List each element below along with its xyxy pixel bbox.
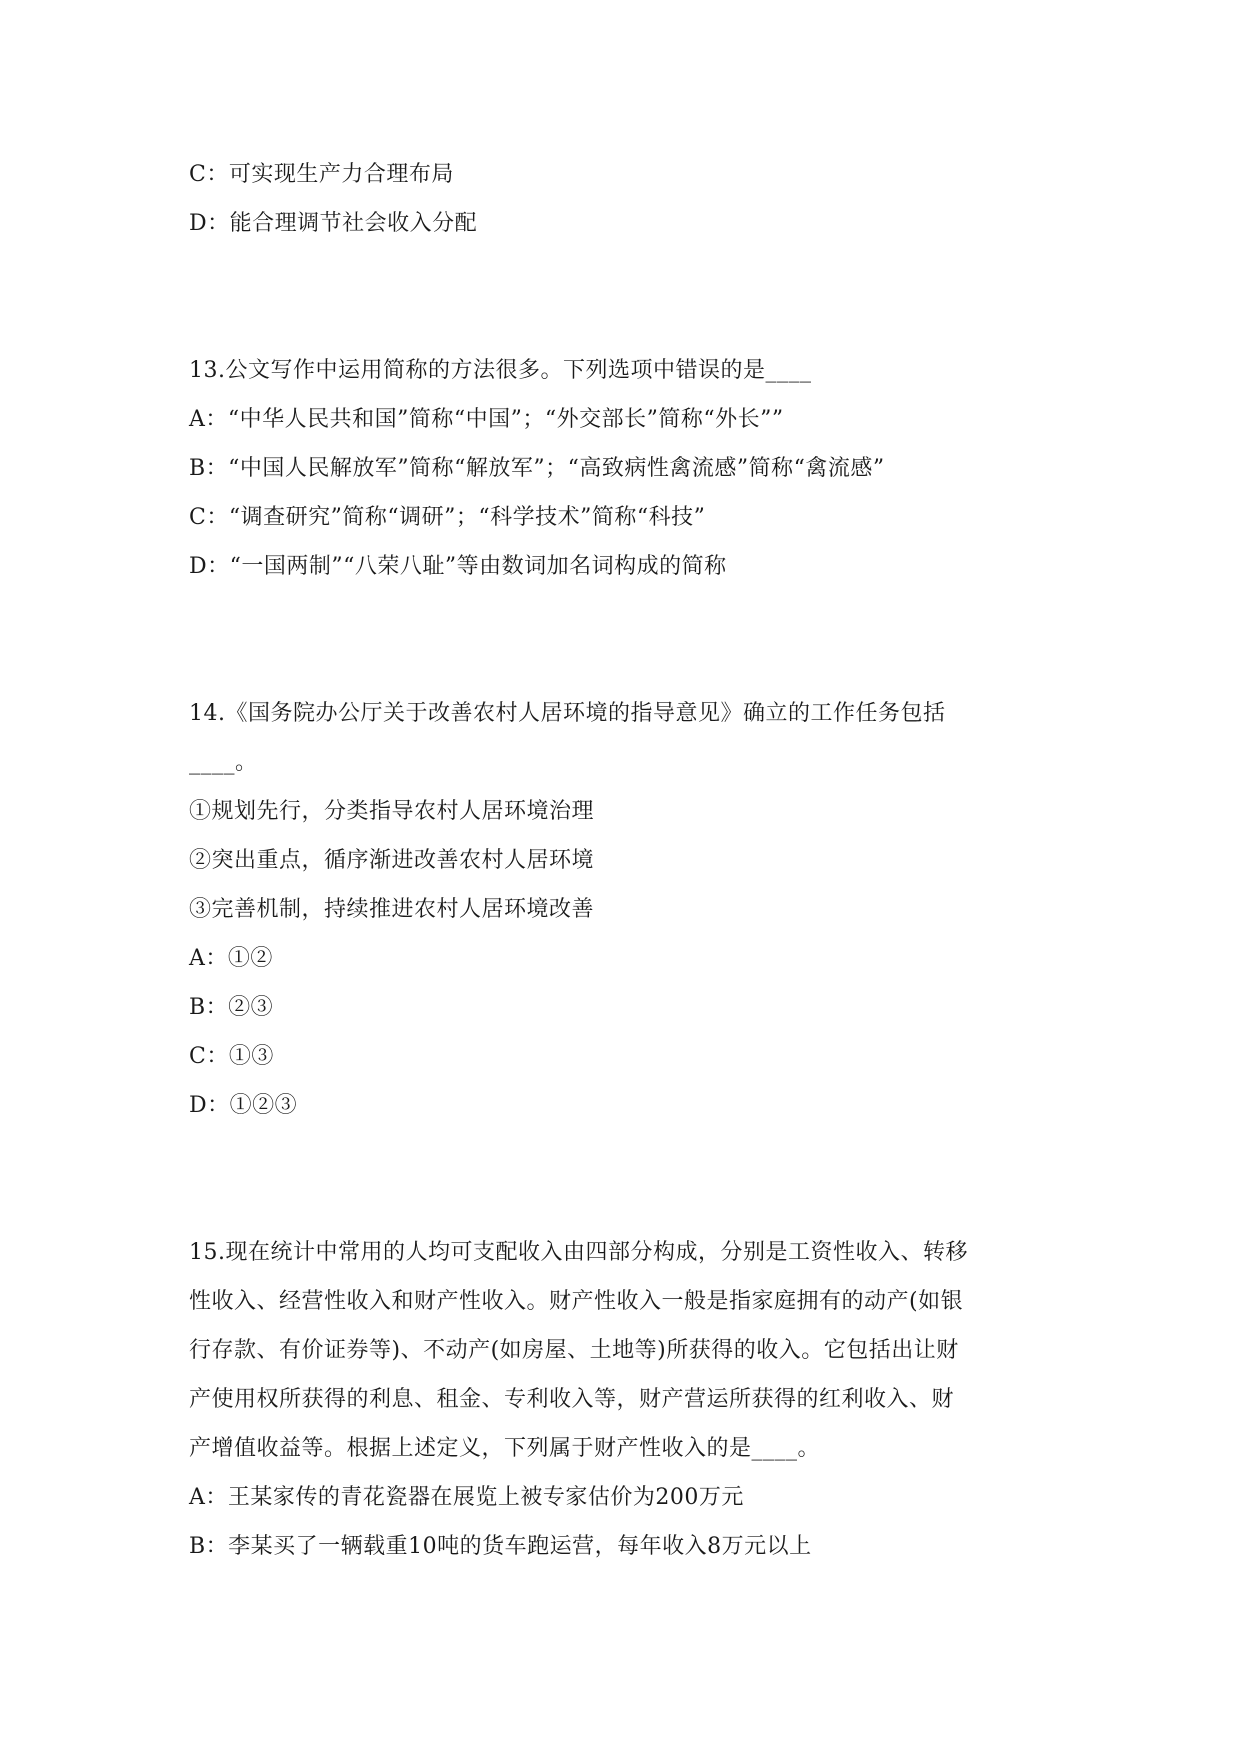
q13-stem: 13.公文写作中运用简称的方法很多。下列选项中错误的是____	[189, 358, 812, 383]
q14-option-c: C：①③	[189, 1044, 274, 1069]
q14-stem-line2: ____。	[189, 750, 258, 775]
q12-option-c: C：可实现生产力合理布局	[189, 162, 454, 187]
q15-stem-line4: 产使用权所获得的利息、租金、专利收入等，财产营运所获得的红利收入、财	[189, 1387, 955, 1412]
q14-item-3: ③完善机制，持续推进农村人居环境改善	[189, 897, 595, 922]
q14-stem-line1: 14.《国务院办公厅关于改善农村人居环境的指导意见》确立的工作任务包括	[189, 701, 946, 726]
q14-option-a: A：①②	[189, 946, 273, 971]
q15-stem-line2: 性收入、经营性收入和财产性收入。财产性收入一般是指家庭拥有的动产(如银	[189, 1289, 964, 1314]
q14-item-1: ①规划先行，分类指导农村人居环境治理	[189, 799, 595, 824]
q14-item-2: ②突出重点，循序渐进改善农村人居环境	[189, 848, 595, 873]
q15-stem-line3: 行存款、有价证券等)、不动产(如房屋、土地等)所获得的收入。它包括出让财	[189, 1338, 959, 1363]
q13-option-d: D：“一国两制”“八荣八耻”等由数词加名词构成的简称	[189, 554, 727, 579]
q13-option-c: C：“调查研究”简称“调研”；“科学技术”简称“科技”	[189, 505, 706, 530]
q15-option-a: A：王某家传的青花瓷器在展览上被专家估价为200万元	[189, 1485, 744, 1510]
q15-stem-line5: 产增值收益等。根据上述定义，下列属于财产性收入的是____。	[189, 1436, 821, 1461]
q14-option-d: D：①②③	[189, 1093, 298, 1118]
q15-option-b: B：李某买了一辆载重10吨的货车跑运营，每年收入8万元以上	[189, 1534, 812, 1559]
q12-option-d: D：能合理调节社会收入分配	[189, 211, 478, 236]
q13-option-b: B：“中国人民解放军”简称“解放军”；“高致病性禽流感”简称“禽流感”	[189, 456, 885, 481]
q13-option-a: A：“中华人民共和国”简称“中国”；“外交部长”简称“外长””	[189, 407, 784, 432]
q15-stem-line1: 15.现在统计中常用的人均可支配收入由四部分构成，分别是工资性收入、转移	[189, 1240, 968, 1265]
q14-option-b: B：②③	[189, 995, 274, 1020]
